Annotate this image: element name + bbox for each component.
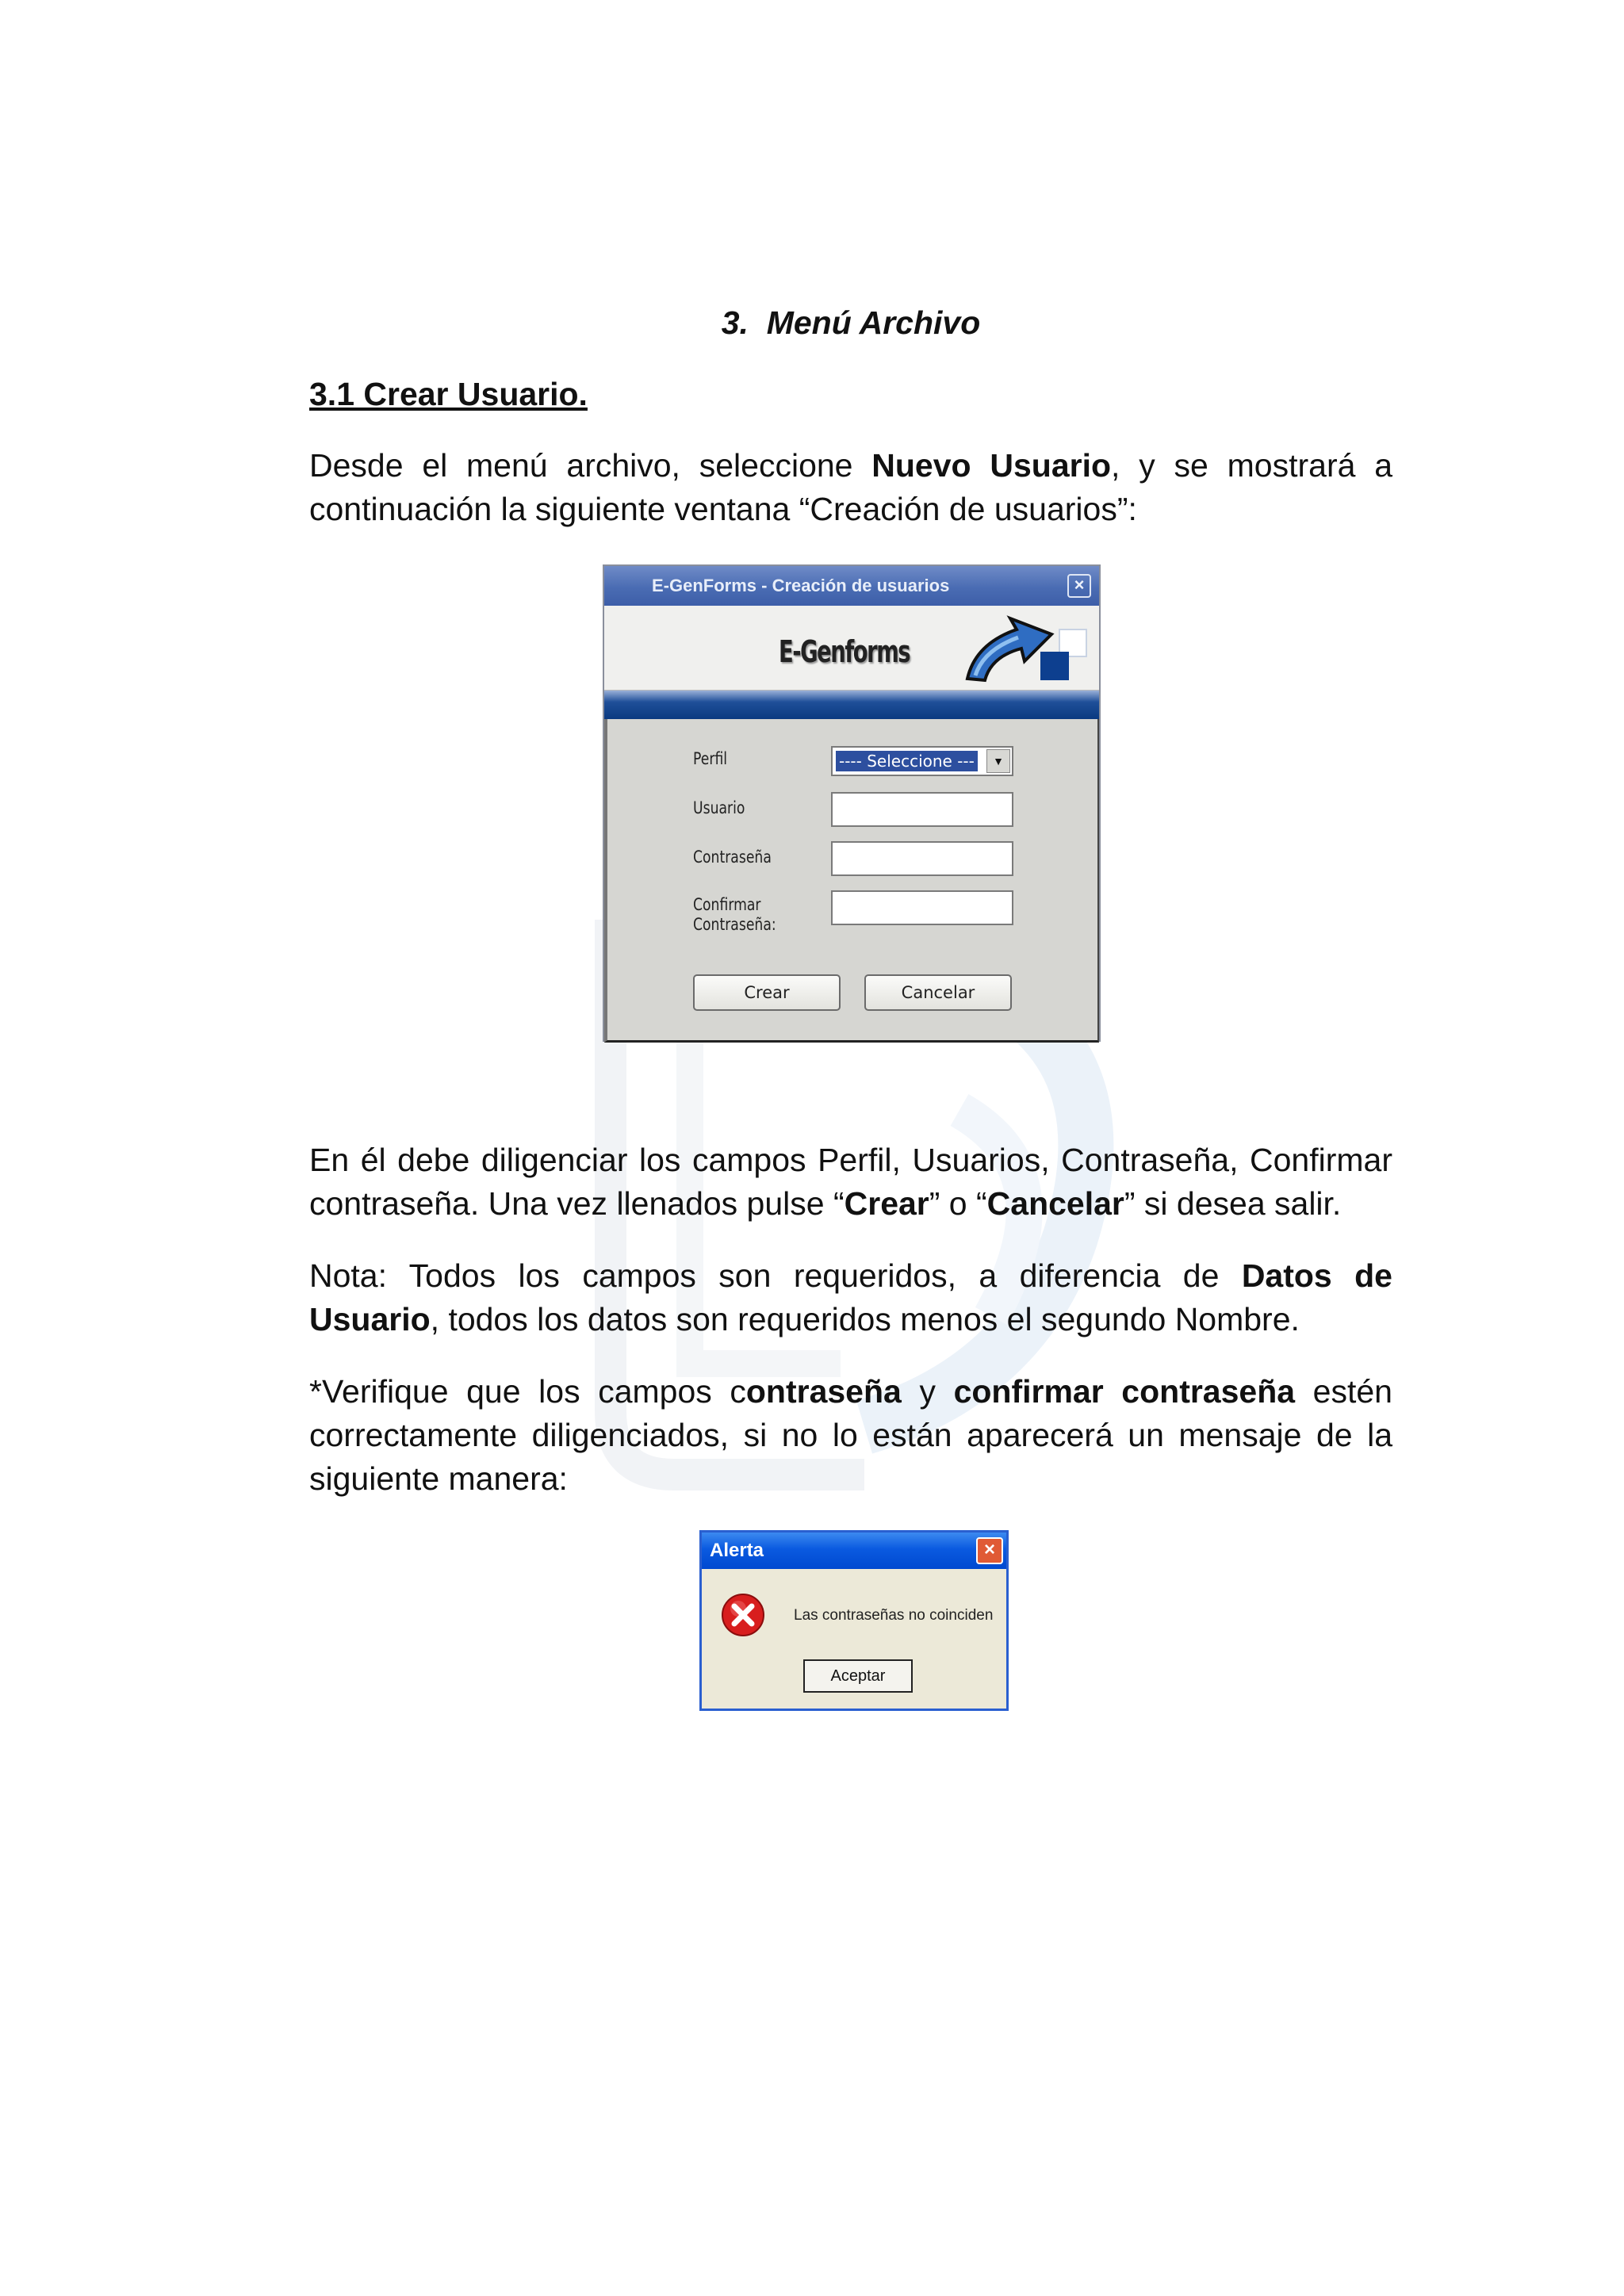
confirmar-label-line2: Contraseña: [693,915,776,934]
paragraph-text: ” si desea salir. [1124,1185,1342,1222]
alert-message: Las contraseñas no coinciden [794,1607,994,1624]
perfil-label: Perfil [693,749,728,768]
paragraph-text: Desde el menú archivo, seleccione [309,447,872,484]
paragraph-bold: Nuevo Usuario [871,447,1112,484]
error-icon [721,1593,765,1637]
paragraph-text: En él debe diligenciar los campos Perfil, Usuarios, Contraseña, Confirmar contraseña. Una vez llenados pulse “ [309,1142,1392,1222]
dialog-divider-band [604,691,1099,719]
arrow-logo-icon [958,612,1093,688]
paragraph-bold: Cancelar [986,1185,1124,1222]
paragraph-bold: Crear [844,1185,929,1222]
chapter-heading [309,304,1392,342]
paragraph-verify [309,1370,1392,1501]
paragraph-bold: ontraseña [745,1373,902,1410]
contrasena-label: Contraseña [693,848,772,867]
paragraph-text: , todos los datos son requeridos menos el segundo Nombre. [430,1301,1300,1337]
paragraph-text: ” o “ [929,1185,987,1222]
paragraph-text: *Verifique que los campos c [309,1373,746,1410]
paragraph-text: y [901,1373,954,1410]
confirmar-label-line1: Confirmar [693,895,761,914]
paragraph-text: , y se mostrará a continuación la siguiente ventana “Creación de usuarios”: [309,447,1393,527]
close-icon[interactable]: × [976,1537,1003,1564]
paragraph-instructions [309,1138,1392,1226]
contrasena-input[interactable] [831,841,1013,876]
paragraph-bold: confirmar contraseña [953,1373,1296,1410]
perfil-selected-value: ---- Seleccione --- [836,751,978,771]
dialog-banner [604,606,1099,691]
create-user-dialog [603,564,1101,1042]
paragraph-note [309,1254,1392,1341]
usuario-input[interactable] [831,792,1013,827]
alert-title-bar[interactable] [702,1533,1006,1569]
dialog-title: E-GenForms - Creación de usuarios [652,576,950,595]
perfil-select[interactable] [831,746,1013,776]
section-title: 3.1 Crear Usuario. [309,376,588,412]
aceptar-button[interactable]: Aceptar [803,1659,913,1693]
confirmar-contrasena-input[interactable] [831,890,1013,925]
alert-title: Alerta [710,1540,764,1561]
paragraph-intro [309,444,1392,531]
chapter-number: 3. [721,304,749,341]
dialog-form [604,719,1099,1043]
chevron-down-icon[interactable]: ▼ [986,749,1010,773]
chapter-title: Menú Archivo [766,304,981,341]
brand-logo-text: E-Genforms [779,634,910,669]
cancelar-button[interactable]: Cancelar [864,974,1012,1011]
alert-dialog [699,1530,1009,1711]
paragraph-text: estén correctamente diligenciados, si no lo están aparecerá un mensaje de la siguiente manera: [309,1373,1392,1497]
close-icon[interactable]: × [1067,574,1091,598]
paragraph-bold: Datos de Usuario [309,1257,1392,1337]
paragraph-text: Nota: Todos los campos son requeridos, a diferencia de [309,1257,1242,1294]
dialog-title-bar[interactable] [604,566,1099,606]
crear-button[interactable]: Crear [693,974,841,1011]
usuario-label: Usuario [693,798,745,817]
confirmar-label [693,895,776,935]
